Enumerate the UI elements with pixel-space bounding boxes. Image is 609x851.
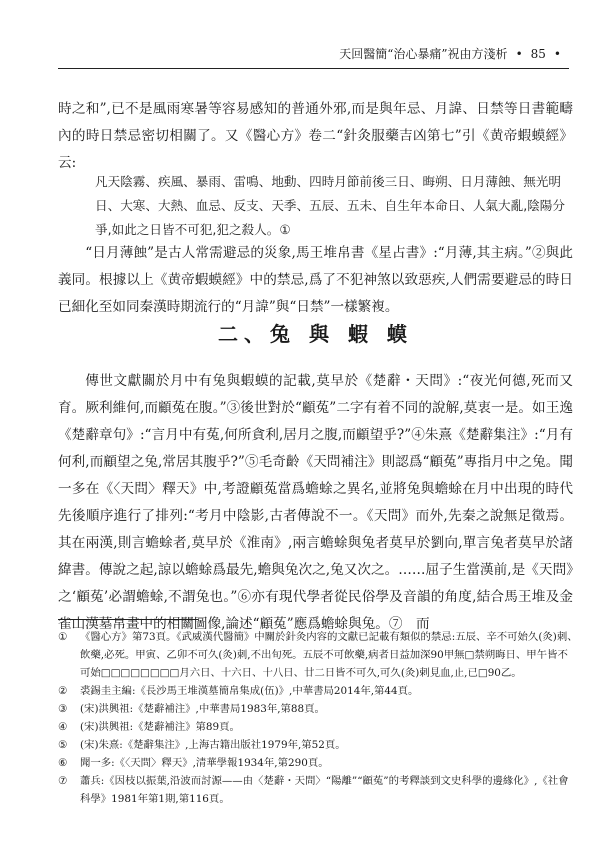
paragraph-3: 傳世文獻關於月中有兔與蝦蟆的記載,莫早於《楚辭・天問》:“夜光何德,死而又育。厥利維何,而顧菟在腹。”③後世對於“顧菟”二字有着不同的說解,莫衷一是。如王逸《楚辭章句》:“言月中有菟,何所貪利,居月之腹,而顧望乎?”④朱熹《楚辭集注》:“月有何利,而顧望之兔,常居其腹乎?”⑤毛奇齡《天問補注》則認爲“顧菟”專指月中之兔。聞一多在《〈天問〉釋天》中,考證顧菟當爲蟾蜍之異名,並將兔與蟾蜍在月中出現的時代先後順序進行了排列:“考月中陰影,古者傳說不一。《天問》而外,先秦之說無足徵焉。其在兩漢,則言蟾蜍者,莫早於《淮南》,兩言蟾蜍與兔者莫早於劉向,單言兔者莫早於諸緯書。傳說之起,諒以蟾蜍爲最先,蟾與兔次之,兔又次之。……屈子生當漢前,是《天問》之‘顧菟’必謂蟾蜍,不謂兔也。”⑥亦有現代學者從民俗學及音韻的角度,結合馬王堆及金雀山漢墓帛畫中的相關圖像,論述“顧菟”應爲蟾蜍與兔。⑦ 而: [58, 373, 573, 632]
paragraph-2: “日月薄蝕”是古人常需避忌的災象,馬王堆帛書《星占書》:“月薄,其主病。”②與此義同。根據以上《黄帝蝦蟆經》中的禁忌,爲了不犯神煞以致惡疾,人們需要避忌的時日已細化至如同秦漢時期流行的“月諱”與“日禁”一樣繁複。: [58, 245, 573, 315]
footnotes: [58, 628, 578, 808]
running-header: [58, 44, 569, 69]
footnote-6: ⑥ 聞一多:《〈天問〉釋天》,清華學報1934年,第290頁。: [58, 757, 329, 769]
paragraph-1: 時之和”,已不是風雨寒暑等容易感知的普通外邪,而是與年忌、月諱、日禁等日書範疇內的時日禁忌密切相關了。又《醫心方》卷二“針灸服藥吉凶第七”引《黄帝蝦蟆經》云:: [58, 101, 573, 171]
footnote-3: ③ (宋)洪興祖:《楚辭補注》,中華書局1983年,第88頁。: [58, 703, 325, 715]
footnote-7: ⑦ 蕭兵:《因枝以振葉,沿波而討源——由〈楚辭・天問〉“陽離”“顧菟”的考釋談到文史科學的邊緣化》,《社會科學》1981年第1期,第116頁。: [58, 775, 569, 805]
section-title: 二、兔 與 蝦 蟆: [218, 322, 413, 346]
footnote-1: ① 《醫心方》第73頁。《武威漢代醫簡》中關於針灸内容的文獻已記載有類似的禁忌:五辰、辛不可始久(灸)刺、飲藥,必死。甲寅、乙卯不可久(灸)刺,不出旬死。五辰不可飲藥,病者日益加深90甲無□禁朔晦日、甲午皆不可始□□□□□□□□月六日、十六日、十八日、廿二日皆不可久,可久(灸)剌見血,止,已□90乙。: [58, 631, 578, 679]
page-number: 85: [530, 47, 546, 61]
footnote-divider: [58, 619, 198, 620]
header-bullet-trailing: •: [553, 47, 561, 61]
header-bullet: •: [515, 47, 523, 61]
block-quote: 凡天陰霧、疾風、暴雨、雷鳴、地動、四時月節前後三日、晦朔、日月薄蝕、無光明日、大寒、大熱、血忌、反支、天季、五辰、五未、自生年本命日、人氣大亂,陰陽分爭,如此之日皆不可犯,犯之殺人。①: [95, 174, 565, 237]
running-title: 天回醫簡“治心暴痛”祝由方淺析: [339, 47, 508, 61]
footnote-4: ④ (宋)洪興祖:《楚辭補注》第89頁。: [58, 721, 240, 733]
footnote-5: ⑤ (宋)朱熹:《楚辭集注》,上海古籍出版社1979年,第52頁。: [58, 739, 346, 751]
footnote-2: ② 裘錫圭主編:《長沙馬王堆漢墓簡帛集成(伍)》,中華書局2014年,第44頁。: [58, 685, 419, 697]
